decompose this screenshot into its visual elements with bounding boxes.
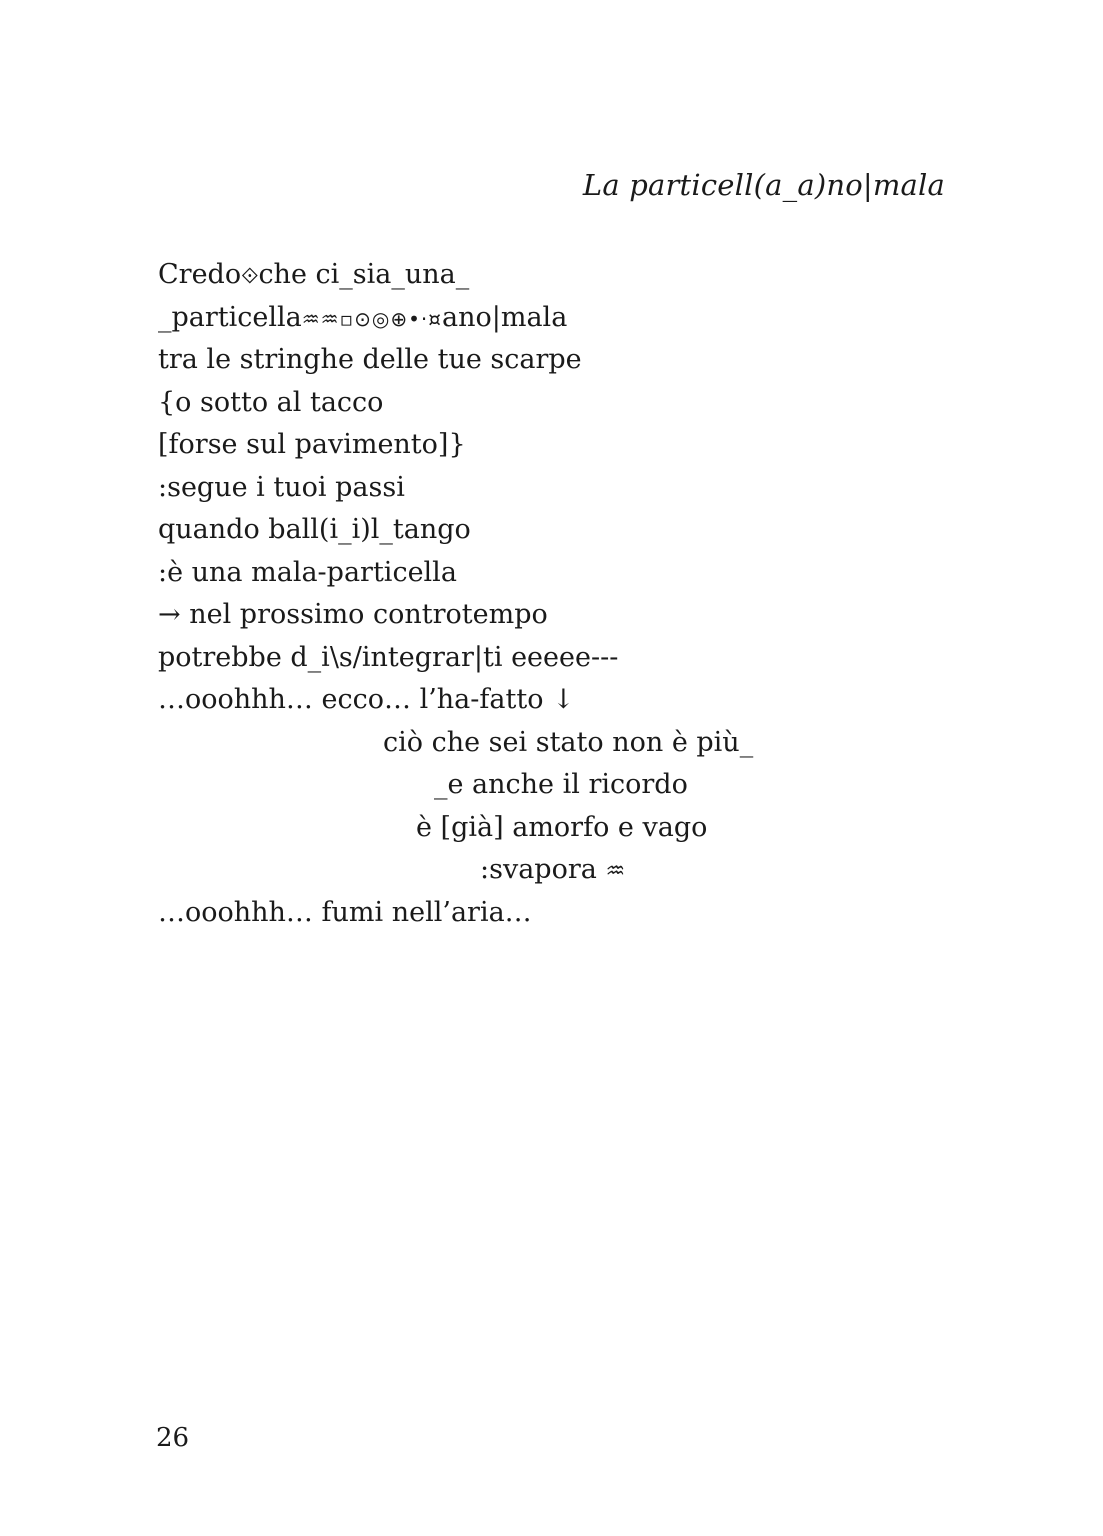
poem-line-12: ciò che sei stato non è più_: [383, 727, 754, 758]
poem-line-13: _e anche il ricordo: [434, 769, 688, 800]
symbol-glyphs-icon: ♒♒▫⊙◎⊕•·¤: [301, 307, 443, 331]
poem-line-2-text-c: ano|mala: [442, 302, 568, 333]
poem-line-2-text-a: _particella: [158, 302, 302, 333]
poem-title: La particell(a_a)no|mala: [582, 168, 945, 202]
poem-line-15-text: :svapora: [480, 854, 606, 885]
poem-line-2: [158, 298, 567, 338]
poem-line-4: {o sotto al tacco: [158, 387, 384, 418]
poem-line-3: tra le stringhe delle tue scarpe: [158, 344, 582, 375]
poem-line-15: [480, 850, 625, 890]
poem-line-11: …ooohhh… ecco… l’ha-fatto ↓: [158, 684, 575, 715]
poem-line-9: → nel prossimo controtempo: [158, 599, 548, 630]
poem-line-10: potrebbe d_i\s/integrar|ti eeeee---: [158, 642, 619, 673]
diamond-glyph-icon: ⟐: [241, 264, 259, 289]
vapor-glyph-icon: ♒: [605, 859, 626, 884]
poem-line-1-text-a: Credo: [158, 259, 242, 290]
poem-line-5: [forse sul pavimento]}: [158, 429, 466, 460]
poem-line-1-text-c: che ci_sia_una_: [258, 259, 470, 290]
poem-line-14: è [già] amorfo e vago: [416, 812, 708, 843]
poem-line-7: quando ball(i_i)l_tango: [158, 514, 471, 545]
page-number: 26: [156, 1423, 190, 1453]
poem-line-6: :segue i tuoi passi: [158, 472, 405, 503]
poem-line-16: …ooohhh… fumi nell’aria…: [158, 897, 532, 928]
poem-line-1: [158, 255, 469, 295]
poem-line-8: :è una mala-particella: [158, 557, 457, 588]
